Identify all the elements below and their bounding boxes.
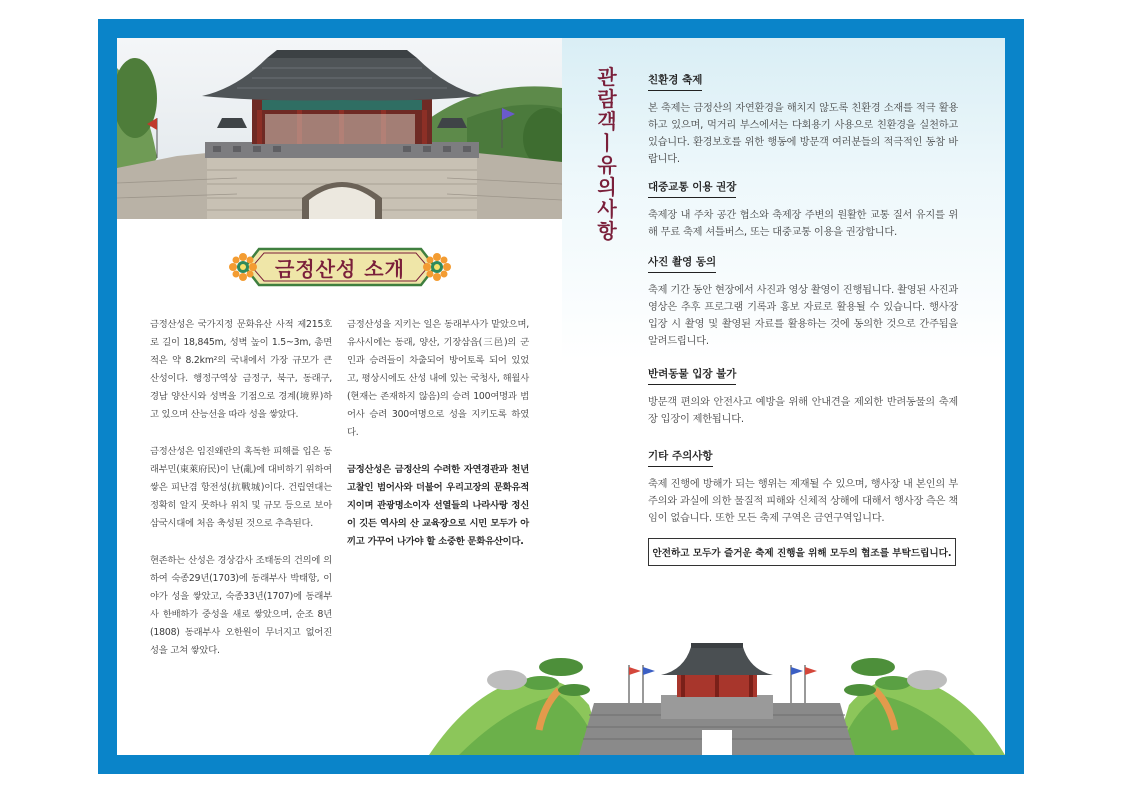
vertical-title-char: ㅣ (597, 131, 617, 155)
section-pet-policy (648, 362, 958, 428)
cooperation-notice: 안전하고 모두가 즐거운 축제 진행을 위해 모두의 협조를 부탁드립니다. (648, 538, 956, 566)
section-other-notes (648, 444, 958, 527)
vertical-title-char: 객 (597, 109, 617, 133)
section-heading: 기타 주의사항 (648, 448, 713, 467)
vertical-title-char: 유 (597, 153, 617, 177)
vertical-title-char: 사 (597, 197, 617, 221)
fortress-gate-illustration (429, 635, 1005, 755)
section-eco-festival (648, 68, 958, 168)
section-body: 방문객 편의와 안전사고 예방을 위해 안내견을 제외한 반려동물의 축제장 입장이 제한됩니다. (648, 397, 958, 425)
section-title: 금정산성 소개 (275, 256, 405, 281)
paragraph: 금정산성은 임진왜란의 혹독한 피해를 입은 동래부민(東萊府民)이 난(亂)에 대비하기 위하여 쌓은 피난겸 항전성(抗戰城)이다. 건립연대는 정확히 알지 못하나 위치 및 규모 등으로 보아 삼국시대에 처음 축성된 것으로 추측된다. (150, 446, 332, 529)
section-heading: 친환경 축제 (648, 72, 702, 91)
fortress-gate-photo (117, 38, 562, 219)
brochure-page (117, 38, 1005, 755)
section-photo-consent (648, 250, 958, 350)
intro-column-2 (347, 316, 529, 570)
section-heading: 대중교통 이용 권장 (648, 179, 736, 198)
paragraph: 금정산성은 국가지정 문화유산 사적 제215호로 길이 18,845m, 성벽 높이 1.5~3m, 총면적은 약 8.2km²의 국내에서 가장 규모가 큰 산성이다. 행정구역상 금정구, 북구, 동래구, 경남 양산시와 성벽을 기점으로 경계(境界)하고 있으며 산능선을 따라 성을 쌓았다. (150, 319, 332, 420)
section-heading: 사진 촬영 동의 (648, 254, 716, 273)
highlight-paragraph: 금정산성은 금정산의 수려한 자연경관과 천년고찰인 범어사와 더불어 우리고장의 문화유적지이며 관광명소이자 선열들의 나라사랑 정신이 깃든 역사의 산 교육장으로 시민 모두가 아끼고 가꾸어 나가야 할 소중한 문화유산이다. (347, 464, 529, 547)
section-heading: 반려동물 입장 불가 (648, 366, 736, 385)
vertical-title-char: 항 (597, 219, 617, 243)
section-body: 축제 기간 동안 현장에서 사진과 영상 촬영이 진행됩니다. 촬영된 사진과 영상은 추후 프로그램 기록과 홍보 자료로 활용될 수 있습니다. 행사장 입장 시 촬영 및 촬영된 자료를 활용하는 것에 동의한 것으로 간주됨을 알려드립니다. (648, 285, 958, 347)
section-body: 본 축제는 금정산의 자연환경을 해치지 않도록 친환경 소재를 적극 활용하고 있으며, 먹거리 부스에서는 다회용기 사용으로 친환경을 실천하고 있습니다. 환경보호를 위한 행동에 방문객 여러분들의 적극적인 동참 바랍니다. (648, 103, 958, 165)
vertical-title-char: 람 (597, 87, 617, 111)
section-body: 축제장 내 주차 공간 협소와 축제장 주변의 원활한 교통 질서 유지를 위해 무료 축제 셔틀버스, 또는 대중교통 이용을 권장합니다. (648, 210, 958, 238)
vertical-title (595, 66, 619, 242)
paragraph: 금정산성을 지키는 일은 동래부사가 맡았으며, 유사시에는 동래, 양산, 기장삼읍(三邑)의 군인과 승려들이 차출되어 방어토록 되어 있었고, 평상시에도 산성 내에 있는 국청사, 해월사(현재는 존재하지 않음)의 승려 100여명과 범어사 승려 300여명으로 성을 지키도록 하였다. (347, 319, 529, 438)
section-public-transport (648, 175, 958, 241)
section-title-badge (235, 245, 445, 289)
section-body: 축제 진행에 방해가 되는 행위는 제재될 수 있으며, 행사장 내 본인의 부주의와 과실에 의한 물질적 피해와 신체적 상해에 대해서 행사장 측은 책임이 없습니다. 또한 모든 축제 구역은 금연구역입니다. (648, 479, 958, 524)
vertical-title-char: 관 (597, 65, 617, 89)
intro-column-1 (150, 316, 332, 679)
paragraph: 현존하는 산성은 경상감사 조태동의 건의에 의하여 숙종29년(1703)에 동래부사 박태항, 이야가 성을 쌓았고, 숙종33년(1707)에 동래부사 한배하가 중성을 새로 쌓았으며, 순조 8년(1808) 동래부사 오한원이 무너지고 없어진 성을 고쳐 쌓았다. (150, 555, 332, 656)
vertical-title-char: 의 (597, 175, 617, 199)
